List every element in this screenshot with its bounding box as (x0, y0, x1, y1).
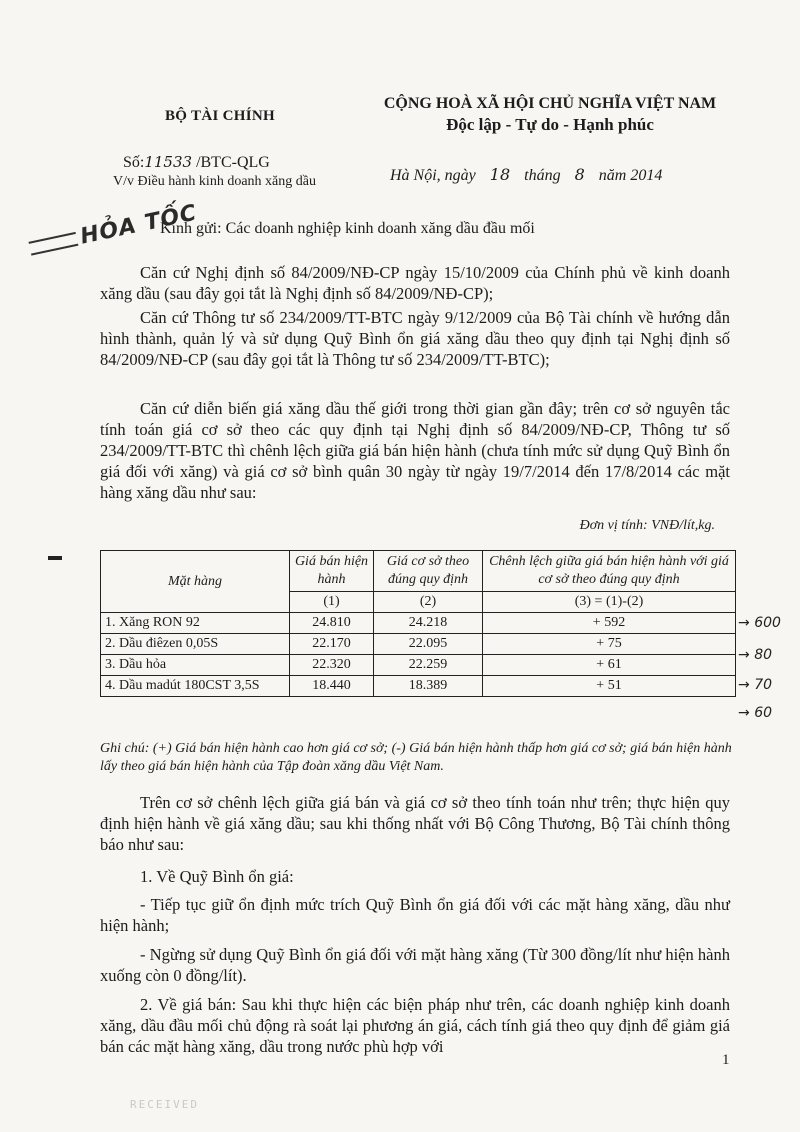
number-suffix: /BTC-QLG (196, 154, 270, 171)
ministry-name: BỘ TÀI CHÍNH (164, 108, 275, 124)
col-2-label: (2) (374, 592, 483, 613)
row-current: 22.170 (290, 634, 374, 655)
body-bullet-2: - Ngừng sử dụng Quỹ Bình ổn giá đối với mặt hàng xăng (Từ 300 đồng/lít như hiện hành xuống còn 0 đồng/lít). (100, 945, 730, 985)
nation-title: CỘNG HOÀ XÃ HỘI CHỦ NGHĨA VIỆT NAM (383, 95, 717, 112)
paragraph-1: Căn cứ Nghị định số 84/2009/NĐ-CP ngày 15/10/2009 của Chính phủ về kinh doanh xăng dầu (sau đây gọi tắt là Nghị định số 84/2009/NĐ-CP); (100, 263, 730, 303)
price-table (100, 550, 736, 697)
row-current: 22.320 (290, 655, 374, 676)
margin-note: → 70 (738, 677, 773, 693)
national-heading (350, 95, 750, 185)
header-diff: Chênh lệch giữa giá bán hiện hành với giá cơ sở theo đúng quy định (483, 551, 736, 592)
recipient-line: Kính gửi: Các doanh nghiệp kinh doanh xăng dầu đầu mối (160, 220, 535, 237)
row-name: 2. Dầu điêzen 0,05S (101, 634, 290, 655)
row-name: 4. Dầu madút 180CST 3,5S (101, 676, 290, 697)
date-month-label: tháng (524, 167, 561, 184)
body-bullet-1: - Tiếp tục giữ ổn định mức trích Quỹ Bình ổn giá đối với các mặt hàng xăng, dầu như hiện hành; (100, 895, 730, 935)
table-row (101, 676, 736, 697)
col-1-label: (1) (290, 592, 374, 613)
row-current: 24.810 (290, 613, 374, 634)
table-row (101, 613, 736, 634)
header-item: Mặt hàng (101, 551, 290, 613)
document-subject: V/v Điều hành kinh doanh xăng dầu (113, 174, 316, 189)
row-current: 18.440 (290, 676, 374, 697)
document-number (95, 153, 345, 172)
handwritten-number: 11533 (144, 153, 193, 171)
row-base: 22.095 (374, 634, 483, 655)
row-diff: + 592 (483, 613, 736, 634)
row-diff: + 51 (483, 676, 736, 697)
header-base: Giá cơ sở theo đúng quy định (374, 551, 483, 592)
date-month: 8 (574, 165, 585, 184)
paragraph-2: Căn cứ Thông tư số 234/2009/TT-BTC ngày 9/12/2009 của Bộ Tài chính về hướng dẫn hình thành, quản lý và sử dụng Quỹ Bình ổn giá xăng dầu theo quy định tại Nghị định số 84/2009/NĐ-CP (sau đây gọi tắt là Thông tư số 234/2009/TT-BTC); (100, 308, 730, 369)
row-name: 3. Dầu hỏa (101, 655, 290, 676)
row-base: 22.259 (374, 655, 483, 676)
table-header-row (101, 551, 736, 592)
col-3-label: (3) = (1)-(2) (483, 592, 736, 613)
margin-note: → 600 (738, 615, 781, 631)
body-heading-1: 1. Về Quỹ Bình ổn giá: (140, 867, 294, 886)
number-prefix: Số: (123, 154, 145, 171)
date-prefix: Hà Nội, ngày (390, 167, 476, 184)
margin-note: → 60 (738, 705, 773, 721)
row-diff: + 75 (483, 634, 736, 655)
body-paragraph-2: 2. Về giá bán: Sau khi thực hiện các biện pháp như trên, các doanh nghiệp kinh doanh xăng, dầu đầu mối chủ động rà soát lại phương án giá, cách tính giá theo quy định để giảm giá bán các mặt hàng xăng, dầu trong nước phù hợp với (100, 995, 730, 1056)
document-date (350, 165, 750, 185)
margin-note: → 80 (738, 647, 773, 663)
header-current: Giá bán hiện hành (290, 551, 374, 592)
row-base: 18.389 (374, 676, 483, 697)
date-year: năm 2014 (598, 167, 663, 184)
received-stamp: RECEIVED (130, 1098, 199, 1111)
table-row (101, 634, 736, 655)
national-motto: Độc lập - Tự do - Hạnh phúc (446, 115, 654, 134)
table-note: Ghi chú: (+) Giá bán hiện hành cao hơn giá cơ sở; (-) Giá bán hiện hành thấp hơn giá cơ sở; giá bán hiện hành lấy theo giá bán hiện hành của Tập đoàn xăng dầu Việt Nam. (100, 741, 732, 774)
sender-block (95, 108, 345, 190)
stamp-text: HỎA TỐC (78, 200, 200, 250)
date-day: 18 (489, 165, 511, 184)
row-diff: + 61 (483, 655, 736, 676)
unit-label: Đơn vị tính: VNĐ/lít,kg. (579, 518, 715, 533)
page-number: 1 (722, 1052, 730, 1068)
row-base: 24.218 (374, 613, 483, 634)
row-name: 1. Xăng RON 92 (101, 613, 290, 634)
paragraph-3: Căn cứ diễn biến giá xăng dầu thế giới trong thời gian gần đây; trên cơ sở nguyên tắc tính toán giá cơ sở theo các quy định tại Nghị định số 84/2009/NĐ-CP, Thông tư số 234/2009/TT-BTC thì chênh lệch giữa giá bán hiện hành (chưa tính mức sử dụng Quỹ Bình ổn giá đối với xăng) và giá cơ sở bình quân 30 ngày từ ngày 19/7/2014 đến 17/8/2014 các mặt hàng xăng dầu như sau: (100, 399, 730, 502)
table-row (101, 655, 736, 676)
arrow-icon (29, 232, 79, 256)
margin-dash (48, 556, 62, 560)
body-paragraph-1: Trên cơ sở chênh lệch giữa giá bán và giá cơ sở theo tính toán như trên; thực hiện quy định hiện hành về giá xăng dầu; sau khi thống nhất với Bộ Công Thương, Bộ Tài chính thông báo như sau: (100, 793, 730, 854)
